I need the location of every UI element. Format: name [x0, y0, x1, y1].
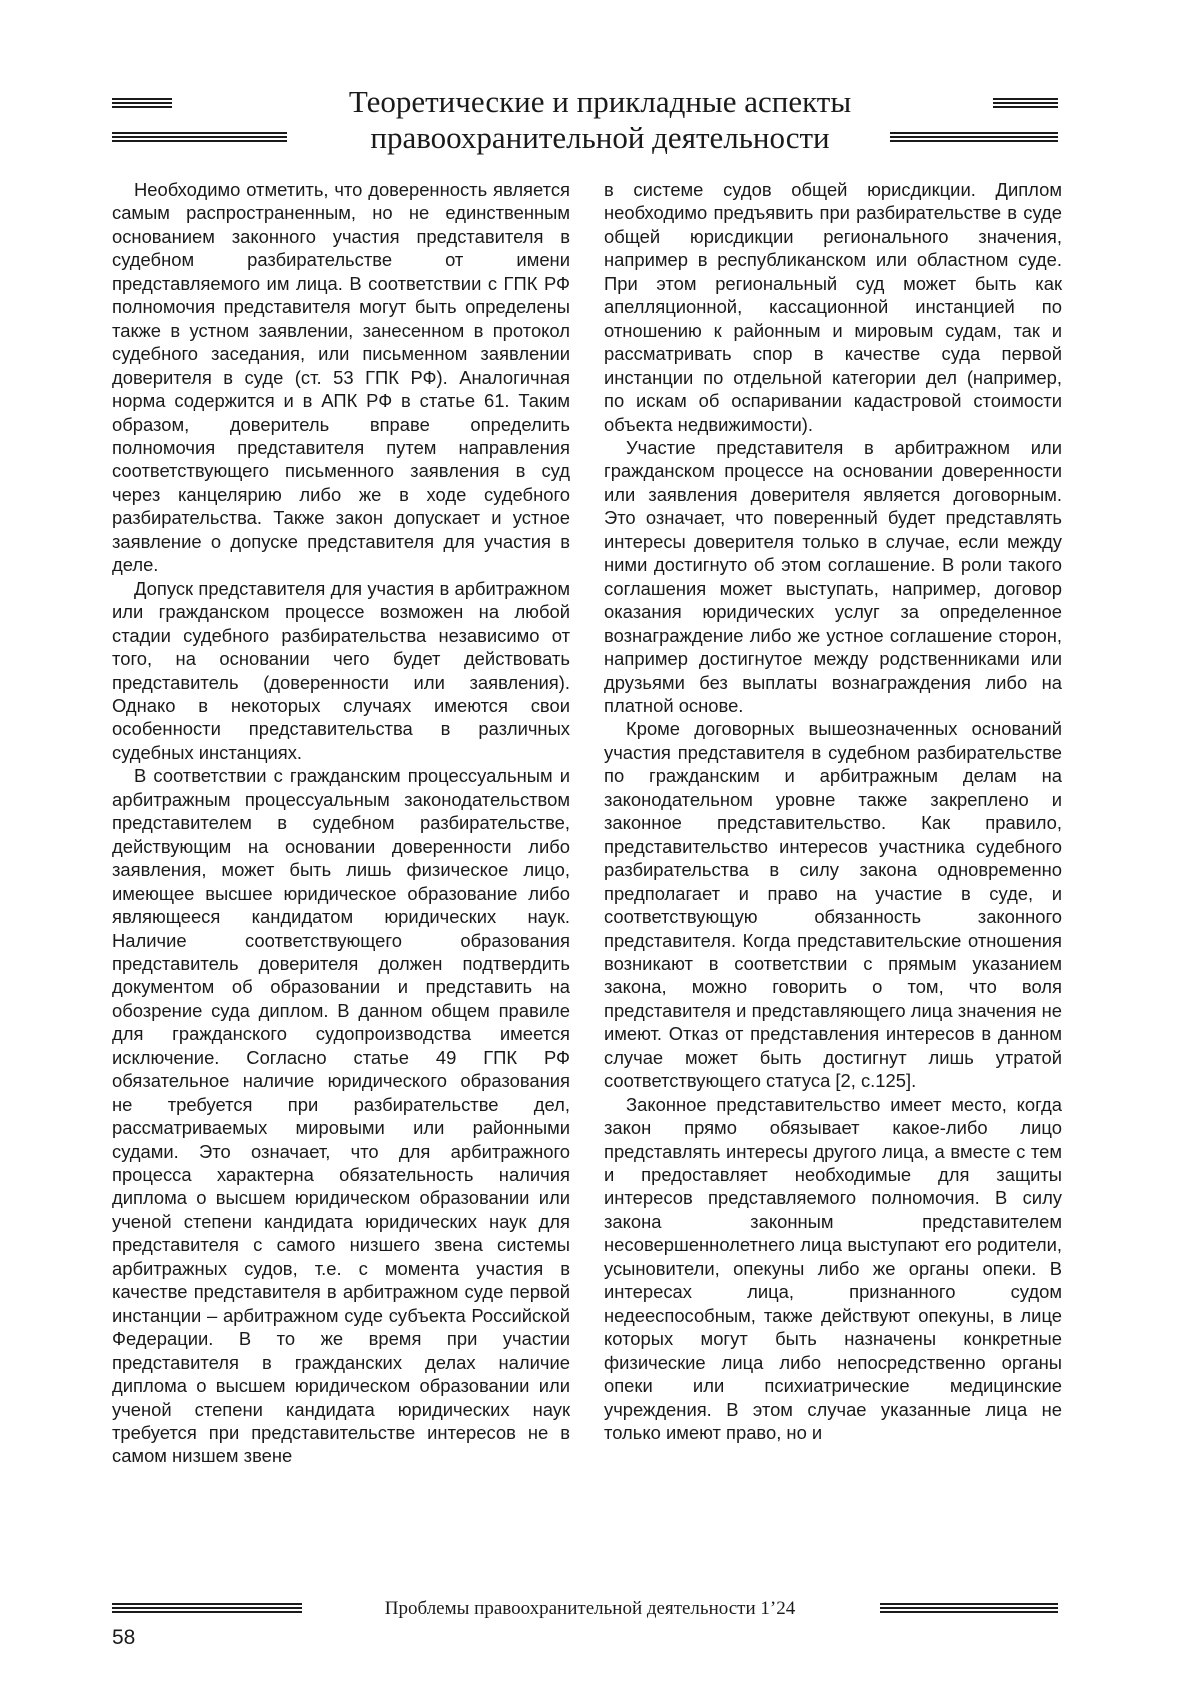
left-text-column [112, 178, 570, 1468]
header-rule-left-top [112, 98, 172, 107]
paragraph: Законное представительство имеет место, когда закон прямо обязывает какое-либо лицо представлять интересы другого лица, а вместе с тем и предоставляет необходимые для защиты интересов представляемого полномочия. В силу закона законным представителем несовершеннолетнего лица выступают его родители, усыновители, опекуны либо же органы опеки. В интересах лица, признанного судом недееспособным, также действуют опекуны, в лице которых могут быть назначены конкретные физические лица либо непосредственно органы опеки или психиатрические медицинские учреждения. В этом случае указанные лица не только имеют право, но и [604, 1093, 1062, 1444]
running-header-line-1: Теоретические и прикладные аспекты [348, 84, 852, 119]
running-header-title [280, 84, 920, 156]
running-header-line-2: правоохранительной деятельности [370, 120, 830, 155]
paragraph: Допуск представителя для участия в арбитражном или гражданском процессе возможен на любой стадии судебного разбирательства независимо от того, на основании чего будет действовать представитель (доверенности или заявления). Однако в некоторых случаях имеются свои особенности представительства в различных судебных инстанциях. [112, 577, 570, 763]
journal-title-footer: Проблемы правоохранительной деятельности 1’24 [384, 1598, 796, 1619]
paragraph-continuation: в системе судов общей юрисдикции. Диплом необходимо предъявить при разбирательстве в суде общей юрисдикции регионального значения, например в республиканском или областном суде. При этом региональный суд может быть как апелляционной, кассационной инстанцией по отношению к районным и мировым судам, так и рассматривать спор в качестве суда первой инстанции по отдельной категории дел (например, по искам об оспаривании кадастровой стоимости объекта недвижимости). [604, 179, 1062, 435]
paragraph: Участие представителя в арбитражном или гражданском процессе на основании доверенности или заявления доверителя является договорным. Это означает, что поверенный будет представлять интересы доверителя только в случае, если между ними достигнуто об этом соглашение. В роли такого соглашения может выступать, например, договор оказания юридических услуг за определенное вознаграждение либо же устное соглашение сторон, например достигнутое между родственниками или друзьями без выплаты вознаграждения либо на платной основе. [604, 436, 1062, 716]
footer-rule-right [880, 1603, 1058, 1612]
right-text-column [604, 178, 1062, 1444]
paragraph: Необходимо отметить, что доверенность является самым распространенным, но не единственным основанием законного участия представителя в судебном разбирательстве от имени представляемого им лица. В соответствии с ГПК РФ полномочия представителя могут быть определены также в устном заявлении, занесенном в протокол судебного заседания, или письменном заявлении доверителя в суде (ст. 53 ГПК РФ). Аналогичная норма содержится и в АПК РФ в статье 61. Таким образом, доверитель вправе определить полномочия представителя путем направления соответствующего письменного заявления в суд через канцелярию либо же в ходе судебного разбирательства. Также закон допускает и устное заявление о допуске представителя для участия в деле. [112, 179, 570, 576]
page-number: 58 [112, 1626, 136, 1649]
paragraph: Кроме договорных вышеозначенных оснований участия представителя в судебном разбирательстве по гражданским и арбитражным делам на законодательном уровне также закреплено и законное представительство. Как правило, представительство интересов участника судебного разбирательства в силу закона одновременно предполагает и право на участие в суде, и соответствующую обязанность законного представителя. Когда представительские отношения возникают в соответствии с прямым указанием закона, можно говорить о том, что воля представителя и представляющего лица значения не имеют. Отказ от представления интересов в данном случае может быть достигнут лишь утратой соответствующего статуса [2, с.125]. [604, 718, 1062, 1092]
footer-rule-left [112, 1603, 302, 1612]
header-rule-right-top [993, 98, 1058, 107]
header-rule-left-bottom [112, 132, 287, 141]
paragraph: В соответствии с гражданским процессуальным и арбитражным процессуальным законодательством представителем в судебном разбирательстве, действующим на основании доверенности либо заявления, может быть лишь физическое лицо, имеющее высшее юридическое образование либо являющееся кандидатом юридических наук. Наличие соответствующего образования представитель доверителя должен подтвердить документом об образовании и представить на обозрение суда диплом. В данном общем правиле для гражданского судопроизводства имеется исключение. Согласно статье 49 ГПК РФ обязательное наличие юридического образования не требуется при разбирательстве дел, рассматриваемых мировыми или районными судами. Это означает, что для арбитражного процесса характерна обязательность наличия диплома о высшем юридическом образовании или ученой степени кандидата юридических наук для представителя с самого низшего звена системы арбитражных судов, т.е. с момента участия в качестве представителя в арбитражном суде первой инстанции – арбитражном суде субъекта Российской Федерации. В то же время при участии представителя в гражданских делах наличие диплома о высшем юридическом образовании или ученой степени кандидата юридических наук требуется при представительстве интересов не в самом низшем звене [112, 765, 570, 1467]
